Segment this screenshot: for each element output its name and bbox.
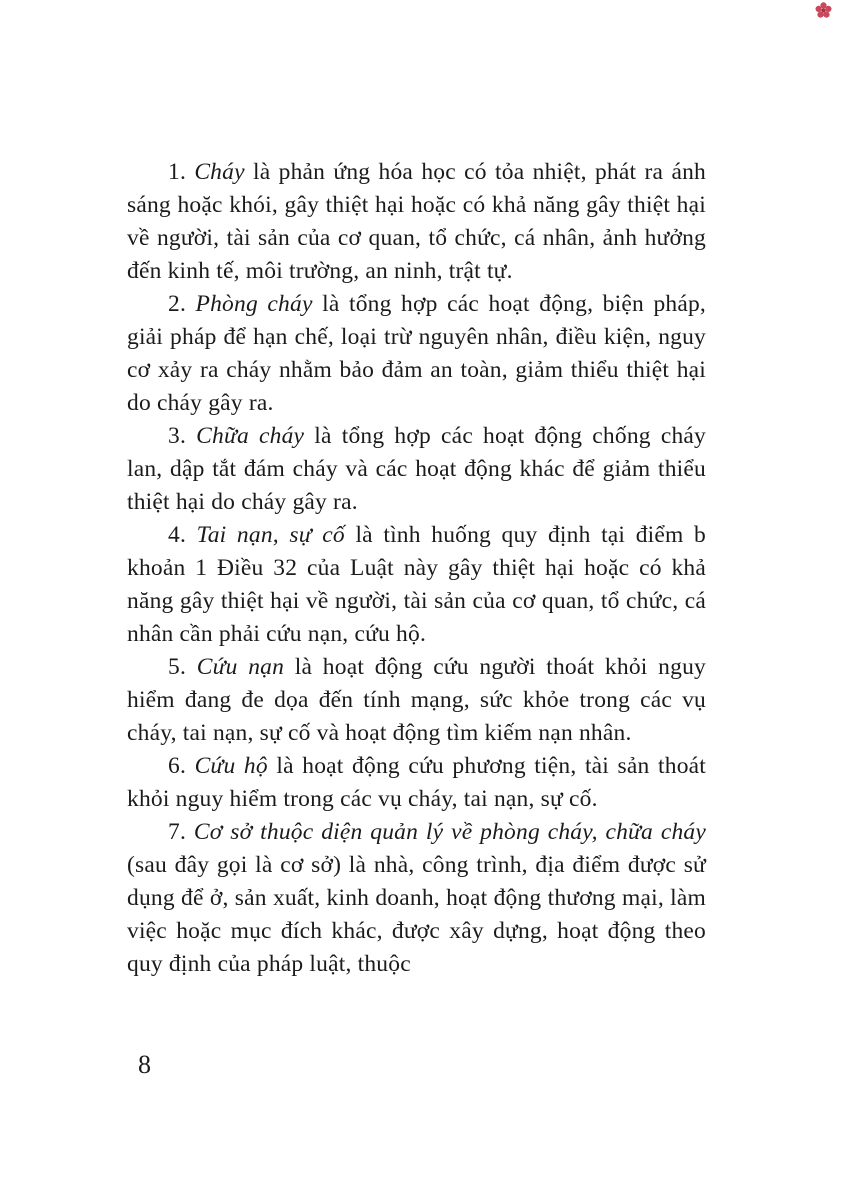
defined-term: Cứu hộ xyxy=(194,753,268,779)
defined-term: Phòng cháy xyxy=(195,291,313,317)
text-block xyxy=(127,156,706,981)
paragraph-clause-6 xyxy=(127,750,706,816)
clause-number: 1. xyxy=(168,159,195,185)
clause-number: 5. xyxy=(168,654,197,680)
defined-term: Cháy xyxy=(194,159,245,185)
defined-term: Chữa cháy xyxy=(196,423,305,449)
paragraph-clause-4 xyxy=(127,519,706,651)
clause-text: là tổng hợp các hoạt động, biện pháp, giải pháp để hạn chế, loại trừ nguyên nhân, điều kiện, nguy cơ xảy ra cháy nhằm bảo đảm an toàn, giảm thiểu thiệt hại do cháy gây ra. xyxy=(127,291,706,416)
clause-text: (sau đây gọi là cơ sở) là nhà, công trình, địa điểm được sử dụng để ở, sản xuất, kinh doanh, hoạt động thương mại, làm việc hoặc mục đích khác, được xây dựng, hoạt động theo quy định của pháp luật, thuộc xyxy=(127,852,706,977)
defined-term: Cứu nạn xyxy=(196,654,285,680)
paragraph-clause-1 xyxy=(127,156,706,288)
clause-text: là phản ứng hóa học có tỏa nhiệt, phát ra ánh sáng hoặc khói, gây thiệt hại hoặc có khả năng gây thiệt hại về người, tài sản của cơ quan, tổ chức, cá nhân, ảnh hưởng đến kinh tế, môi trường, an ninh, trật tự. xyxy=(127,159,706,284)
clause-number: 6. xyxy=(168,753,195,779)
defined-term: Tai nạn, sự cố xyxy=(196,522,345,548)
paragraph-clause-5 xyxy=(127,651,706,750)
clause-number: 7. xyxy=(168,819,194,845)
page-number: 8 xyxy=(138,1050,151,1079)
defined-term: Cơ sở thuộc diện quản lý về phòng cháy, chữa cháy xyxy=(193,819,706,845)
paragraph-clause-3 xyxy=(127,420,706,519)
clause-text: là tình huống quy định tại điểm b khoản 1 Điều 32 của Luật này gây thiệt hại hoặc có khả năng gây thiệt hại về người, tài sản của cơ quan, tổ chức, cá nhân cần phải cứu nạn, cứu hộ. xyxy=(127,522,706,647)
flower-ornament-icon xyxy=(815,2,832,19)
clause-number: 3. xyxy=(168,423,197,449)
paragraph-clause-7 xyxy=(127,816,706,981)
paragraph-clause-2 xyxy=(127,288,706,420)
clause-text: là hoạt động cứu phương tiện, tài sản thoát khỏi nguy hiểm trong các vụ cháy, tai nạn, sự cố. xyxy=(127,753,707,812)
clause-text: là tổng hợp các hoạt động chống cháy lan, dập tắt đám cháy và các hoạt động khác để giảm thiểu thiệt hại do cháy gây ra. xyxy=(127,423,706,515)
clause-text: là hoạt động cứu người thoát khỏi nguy hiểm đang đe dọa đến tính mạng, sức khỏe trong các vụ cháy, tai nạn, sự cố và hoạt động tìm kiếm nạn nhân. xyxy=(127,654,706,746)
clause-number: 2. xyxy=(168,291,196,317)
clause-number: 4. xyxy=(168,522,197,548)
